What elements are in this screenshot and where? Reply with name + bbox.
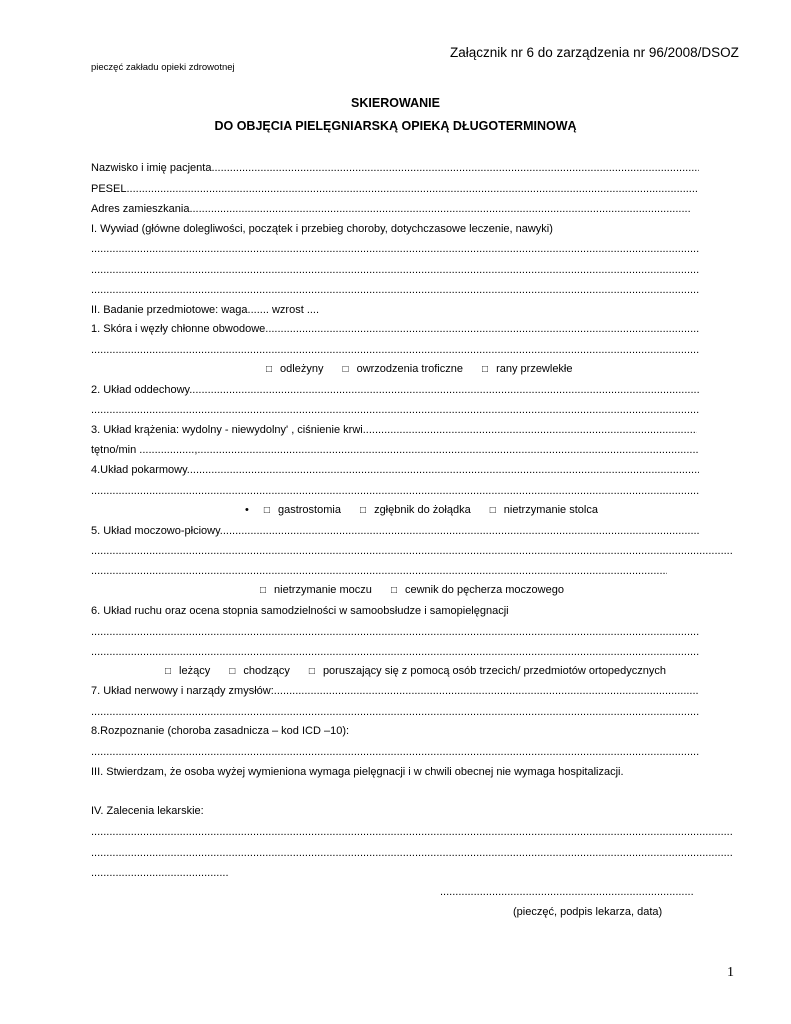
confirmation-statement: III. Stwierdzam, że osoba wyżej wymieniona wymaga pielęgnacji i w chwili obecnej nie wymaga hospitalizacji. [91, 766, 624, 778]
field-label: 4.Układ pokarmowy [91, 464, 187, 476]
field-respiratory[interactable] [91, 383, 699, 397]
checkbox-icon: □ [342, 364, 349, 375]
checkbox-icon: □ [260, 585, 267, 596]
blank-line[interactable] [91, 403, 699, 417]
checkbox-option[interactable]: □ chodzący [229, 665, 290, 677]
section-recommendations-label: IV. Zalecenia lekarskie: [91, 805, 204, 817]
blank-line[interactable] [91, 564, 667, 578]
bullet-icon: • [245, 504, 249, 516]
blank-line[interactable] [91, 705, 699, 719]
short-blank-line[interactable]: ............................................. [91, 867, 229, 879]
field-label: Adres zamieszkania [91, 203, 190, 215]
blank-line[interactable] [91, 343, 699, 357]
urogenital-options [260, 583, 580, 598]
field-patient-name[interactable] [91, 161, 699, 175]
checkbox-option[interactable]: □ rany przewlekłe [482, 363, 573, 375]
field-label: 2. Układ oddechowy [91, 384, 190, 396]
blank-line[interactable] [91, 283, 699, 297]
field-pesel[interactable] [91, 182, 699, 196]
stamp-label: pieczęć zakładu opieki zdrowotnej [91, 62, 235, 73]
blank-line[interactable] [91, 263, 699, 277]
blank-line[interactable] [91, 645, 699, 659]
field-label: 5. Układ moczowo-płciowy [91, 525, 220, 537]
checkbox-option[interactable]: □ owrzodzenia troficzne [342, 363, 463, 375]
field-address[interactable] [91, 202, 690, 216]
blank-line[interactable] [91, 242, 699, 256]
page-number: 1 [727, 965, 734, 980]
field-label: 1. Skóra i węzły chłonne obwodowe [91, 323, 266, 335]
section-exam-label: II. Badanie przedmiotowe: waga....... wzrost .... [91, 304, 320, 316]
checkbox-icon: □ [266, 364, 273, 375]
signature-line[interactable]: ................................................................................... [440, 886, 694, 898]
checkbox-option[interactable]: □ cewnik do pęcherza moczowego [390, 584, 564, 596]
blank-line[interactable] [91, 484, 699, 498]
checkbox-option[interactable]: □ gastrostomia [263, 504, 341, 516]
checkbox-option[interactable]: □ odleżyny [266, 363, 324, 375]
blank-line[interactable] [91, 745, 699, 759]
field-nervous[interactable] [91, 684, 699, 698]
checkbox-icon: □ [263, 505, 270, 516]
field-label: PESEL [91, 183, 127, 195]
checkbox-icon: □ [165, 666, 172, 677]
checkbox-option[interactable]: □ leżący [165, 665, 211, 677]
field-skin[interactable] [91, 322, 699, 336]
skin-options [266, 362, 589, 377]
document-subtitle: DO OBJĘCIA PIELĘGNIARSKĄ OPIEKĄ DŁUGOTERMINOWĄ [214, 119, 577, 133]
signature-label: (pieczęć, podpis lekarza, data) [513, 906, 663, 918]
blank-line[interactable] [91, 825, 732, 839]
blank-line[interactable] [91, 846, 732, 860]
field-urogenital[interactable] [91, 524, 699, 538]
checkbox-option[interactable]: □ zgłębnik do żołądka [360, 504, 471, 516]
blank-line[interactable] [91, 625, 699, 639]
checkbox-icon: □ [482, 364, 489, 375]
section-diagnosis-label: 8.Rozpoznanie (choroba zasadnicza – kod ICD –10): [91, 725, 350, 737]
section-history-label: I. Wywiad (główne dolegliwości, początek i przebieg choroby, dotychczasowe leczenie, nawyki) [91, 223, 553, 235]
checkbox-icon: □ [360, 505, 367, 516]
checkbox-icon: □ [489, 505, 496, 516]
annex-reference: Załącznik nr 6 do zarządzenia nr 96/2008/DSOZ [450, 45, 739, 60]
checkbox-icon: □ [390, 585, 397, 596]
field-label: Nazwisko i imię pacjenta [91, 162, 212, 174]
field-label: tętno/min .................., [91, 444, 198, 456]
field-digestive[interactable] [91, 463, 699, 477]
checkbox-icon: □ [308, 666, 315, 677]
blank-line[interactable] [91, 544, 732, 558]
checkbox-option[interactable]: □ nietrzymanie moczu [260, 584, 372, 596]
field-circulatory[interactable] [91, 423, 697, 437]
document-title: SKIEROWANIE [351, 96, 440, 110]
field-pulse[interactable] [91, 443, 699, 457]
checkbox-icon: □ [229, 666, 236, 677]
section-motor-label: 6. Układ ruchu oraz ocena stopnia samodzielności w samoobsłudze i samopielęgnacji [91, 605, 509, 617]
field-label: 7. Układ nerwowy i narządy zmysłów: [91, 685, 274, 697]
motor-options [165, 664, 682, 679]
field-label: 3. Układ krążenia: wydolny - niewydolny' , ciśnienie krwi [91, 424, 363, 436]
checkbox-option[interactable]: □ poruszający się z pomocą osób trzecich/ przedmiotów ortopedycznych [308, 665, 666, 677]
checkbox-option[interactable]: □ nietrzymanie stolca [489, 504, 598, 516]
digestive-options [245, 503, 614, 518]
